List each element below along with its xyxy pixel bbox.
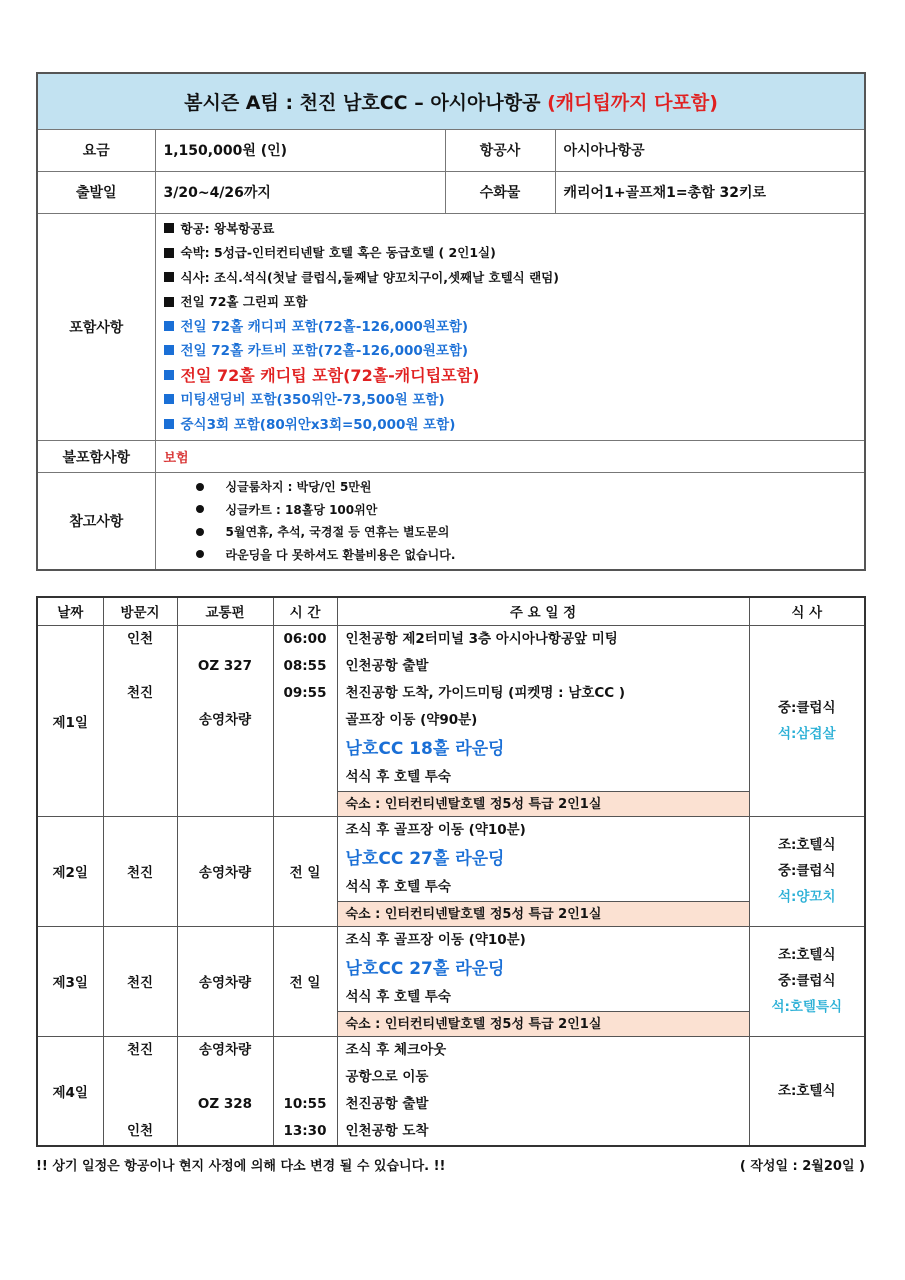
square-bullet-icon (164, 223, 174, 233)
col-header-plan: 주 요 일 정 (337, 597, 749, 625)
time-cell: 10:55 13:30 (273, 1036, 337, 1146)
plan-cell: 인천공항 제2터미널 3층 아시아나항공앞 미팅 인천공항 출발 천진공항 도착, 가이드미팅 (피켓명 : 남호CC ) 골프장 이동 (약90분) 남호CC 18홀 라운딩 석식 후 호텔 투숙 숙소 : 인터컨티넨탈호텔 정5성 특급 2인1실 (337, 625, 749, 816)
col-header-time: 시 간 (273, 597, 337, 625)
place-cell: 천진 (103, 816, 177, 926)
col-header-place: 방문지 (103, 597, 177, 625)
notes-list (156, 473, 865, 569)
title-main: 봄시즌 A팀 : 천진 남호CC – 아시아나항공 (184, 91, 548, 114)
included-item: 식사: 조식.석식(첫날 클럽식,둘째날 양꼬치구이,셋째날 호텔식 랜덤) (164, 266, 857, 291)
baggage-value: 캐리어1+골프채1=총합 32키로 (555, 171, 865, 213)
excluded-value: 보험 (155, 441, 865, 473)
plan-cell: 조식 후 골프장 이동 (약10분) 남호CC 27홀 라운딩 석식 후 호텔 투숙 숙소 : 인터컨티넨탈호텔 정5성 특급 2인1실 (337, 816, 749, 926)
written-date: ( 작성일 : 2월20일 ) (739, 1159, 865, 1174)
square-bullet-icon (164, 248, 174, 258)
time-cell: 전 일 (273, 816, 337, 926)
departure-label: 출발일 (37, 171, 155, 213)
bullet-dot-icon (196, 550, 204, 558)
meal-cell: 조:호텔식 (749, 1036, 865, 1146)
day-label: 제3일 (37, 926, 103, 1036)
note-item: 싱글카트 : 18홀당 100위안 (196, 499, 865, 522)
included-cell (155, 213, 865, 441)
notes-cell (155, 473, 865, 571)
col-header-date: 날짜 (37, 597, 103, 625)
day-label: 제1일 (37, 625, 103, 816)
included-item: 중식3회 포함(80위안x3회=50,000원 포함) (164, 413, 857, 438)
transport-cell: OZ 327 송영차량 (177, 625, 273, 816)
square-bullet-icon (164, 321, 174, 331)
baggage-label: 수화물 (445, 171, 555, 213)
included-item-highlight: 전일 72홀 캐디팁 포함(72홀-캐디팁포함) (164, 364, 857, 389)
itinerary-row-day1 (37, 625, 865, 816)
bullet-dot-icon (196, 483, 204, 491)
plan-cell: 조식 후 체크아웃 공항으로 이동 천진공항 출발 인천공항 도착 (337, 1036, 749, 1146)
square-bullet-icon (164, 297, 174, 307)
itinerary-row-day4 (37, 1036, 865, 1146)
round-highlight: 남호CC 18홀 라운딩 (345, 738, 505, 759)
included-label: 포함사항 (37, 213, 155, 441)
col-header-transport: 교통편 (177, 597, 273, 625)
place-cell: 천진 (103, 926, 177, 1036)
change-notice: !! 상기 일정은 항공이나 현지 사정에 의해 다소 변경 될 수 있습니다. !! (36, 1159, 446, 1174)
notes-label: 참고사항 (37, 473, 155, 571)
airline-label: 항공사 (445, 129, 555, 171)
col-header-meal: 식 사 (749, 597, 865, 625)
title-highlight: (캐디팁까지 다포함) (547, 91, 718, 114)
meal-cell: 조:호텔식 중:클럽식 석:호텔특식 (749, 926, 865, 1036)
itinerary-table (36, 596, 866, 1147)
included-item: 숙박: 5성급-인터컨티넨탈 호텔 혹은 동급호텔 ( 2인1실) (164, 241, 857, 266)
itinerary-row-day3 (37, 926, 865, 1036)
meal-cell: 조:호텔식 중:클럽식 석:양꼬치 (749, 816, 865, 926)
square-bullet-icon (164, 272, 174, 282)
note-item: 싱글룸차지 : 박당/인 5만원 (196, 476, 865, 499)
excluded-label: 불포함사항 (37, 441, 155, 473)
included-item: 전일 72홀 그린피 포함 (164, 290, 857, 315)
note-item: 라운딩을 다 못하셔도 환불비용은 없습니다. (196, 544, 865, 567)
included-item: 전일 72홀 캐디피 포함(72홀-126,000원포함) (164, 315, 857, 340)
fee-label: 요금 (37, 129, 155, 171)
bullet-dot-icon (196, 505, 204, 513)
square-bullet-icon (164, 394, 174, 404)
included-item: 항공: 왕복항공료 (164, 217, 857, 242)
transport-cell: 송영차량 (177, 816, 273, 926)
square-bullet-icon (164, 370, 174, 380)
departure-value: 3/20~4/26까지 (155, 171, 445, 213)
itinerary-row-day2 (37, 816, 865, 926)
itinerary-header-row (37, 597, 865, 625)
place-cell: 천진 인천 (103, 1036, 177, 1146)
note-item: 5월연휴, 추석, 국경절 등 연휴는 별도문의 (196, 521, 865, 544)
fee-value: 1,150,000원 (인) (155, 129, 445, 171)
place-cell: 인천 천진 (103, 625, 177, 816)
airline-value: 아시아나항공 (555, 129, 865, 171)
tour-info-table (36, 72, 866, 571)
transport-cell: 송영차량 (177, 926, 273, 1036)
hotel-info: 숙소 : 인터컨티넨탈호텔 정5성 특급 2인1실 (338, 1011, 749, 1036)
meal-cell: 중:클럽식 석:삼겹살 (749, 625, 865, 816)
hotel-info: 숙소 : 인터컨티넨탈호텔 정5성 특급 2인1실 (338, 791, 749, 816)
day-label: 제2일 (37, 816, 103, 926)
included-list (156, 214, 865, 441)
time-cell: 전 일 (273, 926, 337, 1036)
bullet-dot-icon (196, 528, 204, 536)
day-label: 제4일 (37, 1036, 103, 1146)
time-cell: 06:00 08:55 09:55 (273, 625, 337, 816)
included-item: 전일 72홀 카트비 포함(72홀-126,000원포함) (164, 339, 857, 364)
square-bullet-icon (164, 345, 174, 355)
plan-cell: 조식 후 골프장 이동 (약10분) 남호CC 27홀 라운딩 석식 후 호텔 투숙 숙소 : 인터컨티넨탈호텔 정5성 특급 2인1실 (337, 926, 749, 1036)
hotel-info: 숙소 : 인터컨티넨탈호텔 정5성 특급 2인1실 (338, 901, 749, 926)
included-item: 미팅샌딩비 포함(350위안-73,500원 포함) (164, 388, 857, 413)
round-highlight: 남호CC 27홀 라운딩 (345, 958, 505, 979)
transport-cell: 송영차량 OZ 328 (177, 1036, 273, 1146)
round-highlight: 남호CC 27홀 라운딩 (345, 848, 505, 869)
square-bullet-icon (164, 419, 174, 429)
tour-title (37, 73, 865, 129)
